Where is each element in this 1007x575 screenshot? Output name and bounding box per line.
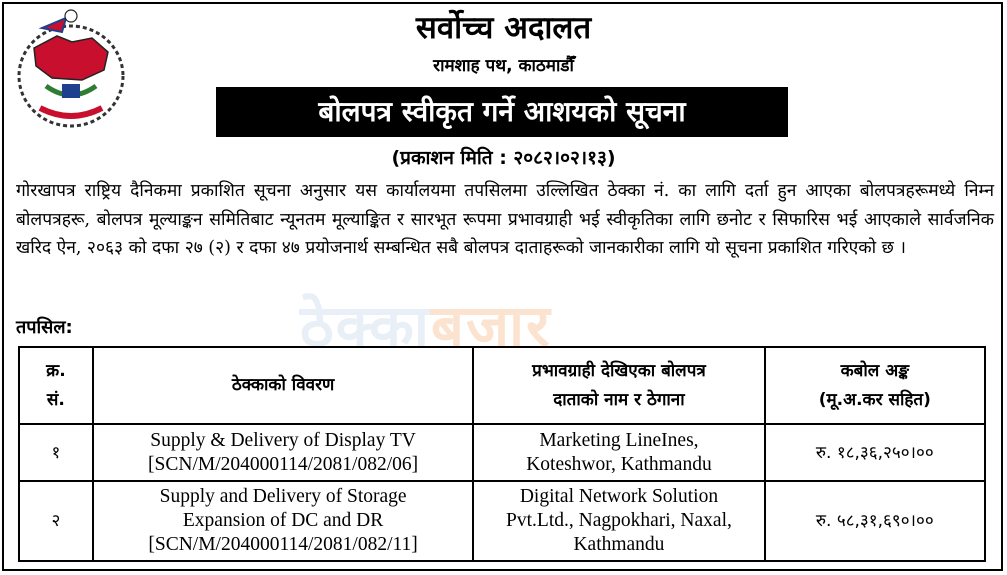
row-bidder: Digital Network Solution Pvt.Ltd., Nagpokhari, Naxal, Kathmandu — [473, 481, 764, 561]
row-description: Supply and Delivery of Storage Expansion of DC and DR [SCN/M/204000114/2081/082/11] — [93, 481, 474, 561]
table-header-row — [19, 347, 985, 424]
schedule-label: तपसिल: — [16, 317, 73, 338]
watermark-part1: ठेक्का — [300, 292, 431, 360]
header-serial: क्र. सं. — [19, 347, 93, 424]
bid-table — [18, 346, 986, 562]
notice-banner: बोलपत्र स्वीकृत गर्ने आशयको सूचना — [216, 87, 788, 137]
notice-paragraph: गोरखापत्र राष्ट्रिय दैनिकमा प्रकाशित सूचना अनुसार यस कार्यालयमा तपसिलमा उल्लिखित ठेक्का नं. का लागि दर्ता हुन आएका बोलपत्रहरूमध्ये निम्न बोलपत्रहरू, बोलपत्र मूल्याङ्कन समितिबाट न्यूनतम मूल्याङ्कित र सारभूत रूपमा प्रभावग्राही भई स्वीकृतिका लागि छनोट र सिफारिस भई आएकाले सार्वजनिक खरिद ऐन, २०६३ को दफा २७ (२) र दफा ४७ प्रयोजनार्थ सम्बन्धित सबै बोलपत्र दाताहरूको जानकारीका लागि यो सूचना प्रकाशित गरिएको छ । — [16, 181, 994, 258]
row-amount: रु. १८,३६,२५०।०० — [765, 424, 985, 481]
header-bidder: प्रभावग्राही देखिएका बोलपत्र दाताको नाम र ठेगाना — [473, 347, 764, 424]
header-description: ठेक्काको विवरण — [93, 347, 474, 424]
row-description: Supply & Delivery of Display TV [SCN/M/204000114/2081/082/06] — [93, 424, 474, 481]
row-bidder: Marketing LineInes, Koteshwor, Kathmandu — [473, 424, 764, 481]
court-name: सर्वोच्च अदालत — [415, 10, 592, 46]
publication-date: (प्रकाशन मिति : २०८२।०२।१३) — [391, 147, 616, 169]
court-address: रामशाह पथ, काठमाडौँ — [433, 56, 574, 76]
row-amount: रु. ५८,३१,६९०।०० — [765, 481, 985, 561]
header-amount: कबोल अङ्क (मू.अ.कर सहित) — [765, 347, 985, 424]
table-row — [19, 481, 985, 561]
row-serial: १ — [19, 424, 93, 481]
watermark-part2: बजार — [430, 292, 552, 360]
table-row — [19, 424, 985, 481]
row-serial: २ — [19, 481, 93, 561]
